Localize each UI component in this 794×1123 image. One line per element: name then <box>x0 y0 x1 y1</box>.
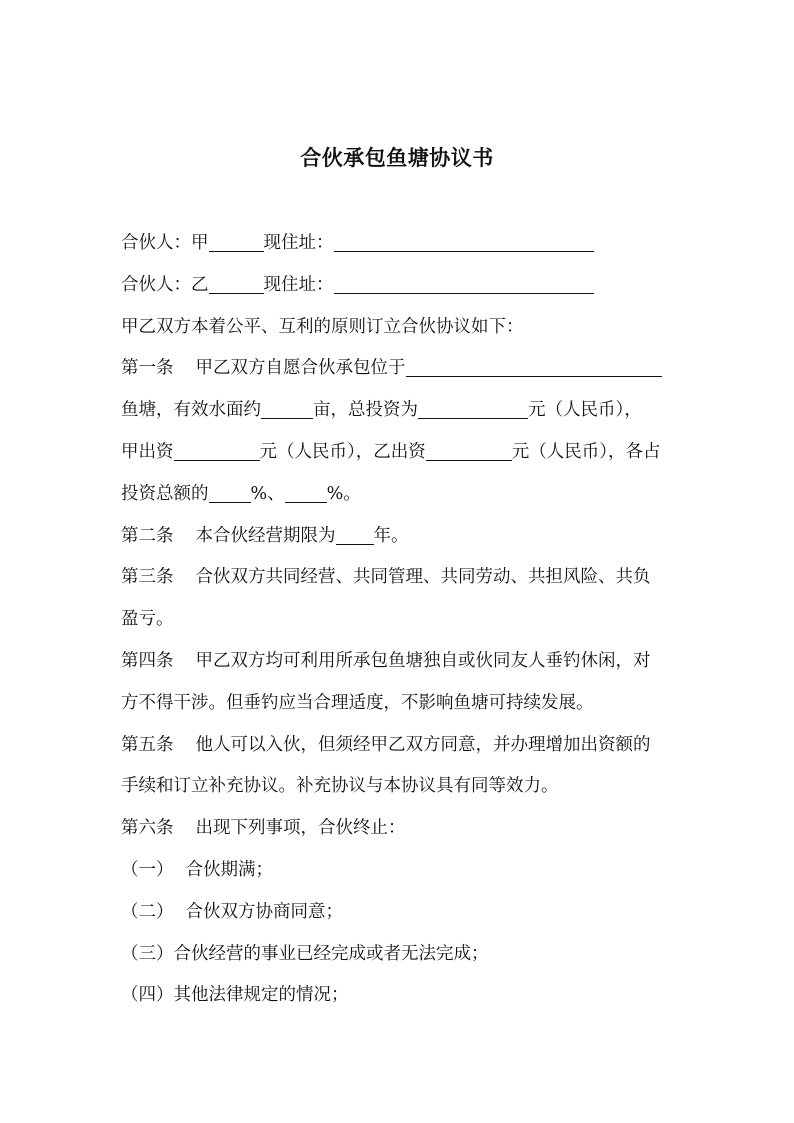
article-1-text: 元（人民币），各占 <box>511 441 661 462</box>
article-1-text: 甲乙双方自愿合伙承包位于 <box>195 358 406 379</box>
document-body <box>121 223 681 1017</box>
article-6 <box>121 808 681 850</box>
article-2-text: 年。 <box>373 525 409 546</box>
party-b-name-blank <box>209 292 264 294</box>
article-5-text: 他人可以入伙，但须经甲乙双方同意，并办理增加出资额的 <box>195 734 651 755</box>
party-b-label: 合伙人：乙 <box>121 274 209 295</box>
article-4-line-2: 方不得干涉。但垂钓应当合理适度，不影响鱼塘可持续发展。 <box>121 692 594 713</box>
party-b-address-label: 现住址： <box>263 274 334 295</box>
article-4-heading: 第四条 <box>121 650 174 671</box>
intro-text: 甲乙双方本着公平、互利的原则订立合伙协议如下： <box>121 316 524 337</box>
party-a-name-blank <box>209 250 264 252</box>
article-2 <box>121 516 681 558</box>
article-1-line-1 <box>121 348 681 390</box>
term-years-blank <box>336 543 374 545</box>
article-1-text: %。 <box>326 483 361 504</box>
article-6-heading: 第六条 <box>121 818 174 839</box>
party-b-address-blank <box>334 292 594 294</box>
list-item <box>121 850 681 892</box>
list-item-text: 其他法律规定的情况； <box>173 985 349 1006</box>
article-1-text: 元（人民币）， <box>528 400 642 421</box>
list-item <box>121 934 681 976</box>
article-1-line-3 <box>121 432 681 474</box>
article-1-line-4 <box>121 474 681 516</box>
article-6-text: 出现下列事项，合伙终止： <box>195 818 406 839</box>
article-4-line-1 <box>121 641 681 683</box>
party-a-label: 合伙人：甲 <box>121 233 209 253</box>
article-1-heading: 第一条 <box>121 358 174 379</box>
article-5-heading: 第五条 <box>121 734 174 755</box>
list-item <box>121 975 681 1017</box>
list-item <box>121 892 681 934</box>
list-item-text: 合伙经营的事业已经完成或者无法完成； <box>173 943 489 964</box>
article-4-text: 甲乙双方均可利用所承包鱼塘独自或伙同友人垂钓休闲，对 <box>195 650 651 671</box>
article-5-line-1 <box>121 725 681 767</box>
article-1-text: 鱼塘，有效水面约 <box>121 400 261 421</box>
location-blank <box>406 375 662 377</box>
article-1-text: 甲出资 <box>121 441 174 462</box>
list-item-number: （四） <box>121 985 174 1006</box>
article-1-text: 投资总额的 <box>121 483 209 504</box>
article-3-text: 合伙双方共同经营、共同管理、共同劳动、共担风险、共负 <box>195 567 651 588</box>
article-2-text: 本合伙经营期限为 <box>195 525 336 546</box>
list-item-number: （二） <box>121 901 174 922</box>
document-title: 合伙承包鱼塘协议书 <box>300 145 494 170</box>
list-item-text: 合伙双方协商同意； <box>185 901 343 922</box>
article-5-line-2: 手续和订立补充协议。补充协议与本协议具有同等效力。 <box>121 776 559 797</box>
article-1-line-2 <box>121 390 681 432</box>
party-b-share-blank <box>285 501 327 503</box>
party-b-investment-blank <box>426 459 512 461</box>
article-2-heading: 第二条 <box>121 525 174 546</box>
party-b-line <box>121 265 681 307</box>
party-a-address-label: 现住址： <box>263 233 334 253</box>
party-a-investment-blank <box>174 459 260 461</box>
list-item-number: （一） <box>121 859 174 880</box>
article-3-heading: 第三条 <box>121 567 174 588</box>
article-1-text: 亩，总投资为 <box>313 400 418 421</box>
total-investment-blank <box>418 417 528 419</box>
article-3-line-1 <box>121 557 681 599</box>
article-1-text: %、 <box>250 483 285 504</box>
party-a-share-blank <box>209 501 251 503</box>
party-a-line <box>121 223 681 265</box>
party-a-address-blank <box>334 250 594 252</box>
article-3-line-2: 盈亏。 <box>121 609 174 630</box>
article-1-text: 元（人民币），乙出资 <box>259 441 426 462</box>
list-item-text: 合伙期满； <box>185 859 273 880</box>
water-area-blank <box>261 417 313 419</box>
list-item-number: （三） <box>121 943 174 964</box>
